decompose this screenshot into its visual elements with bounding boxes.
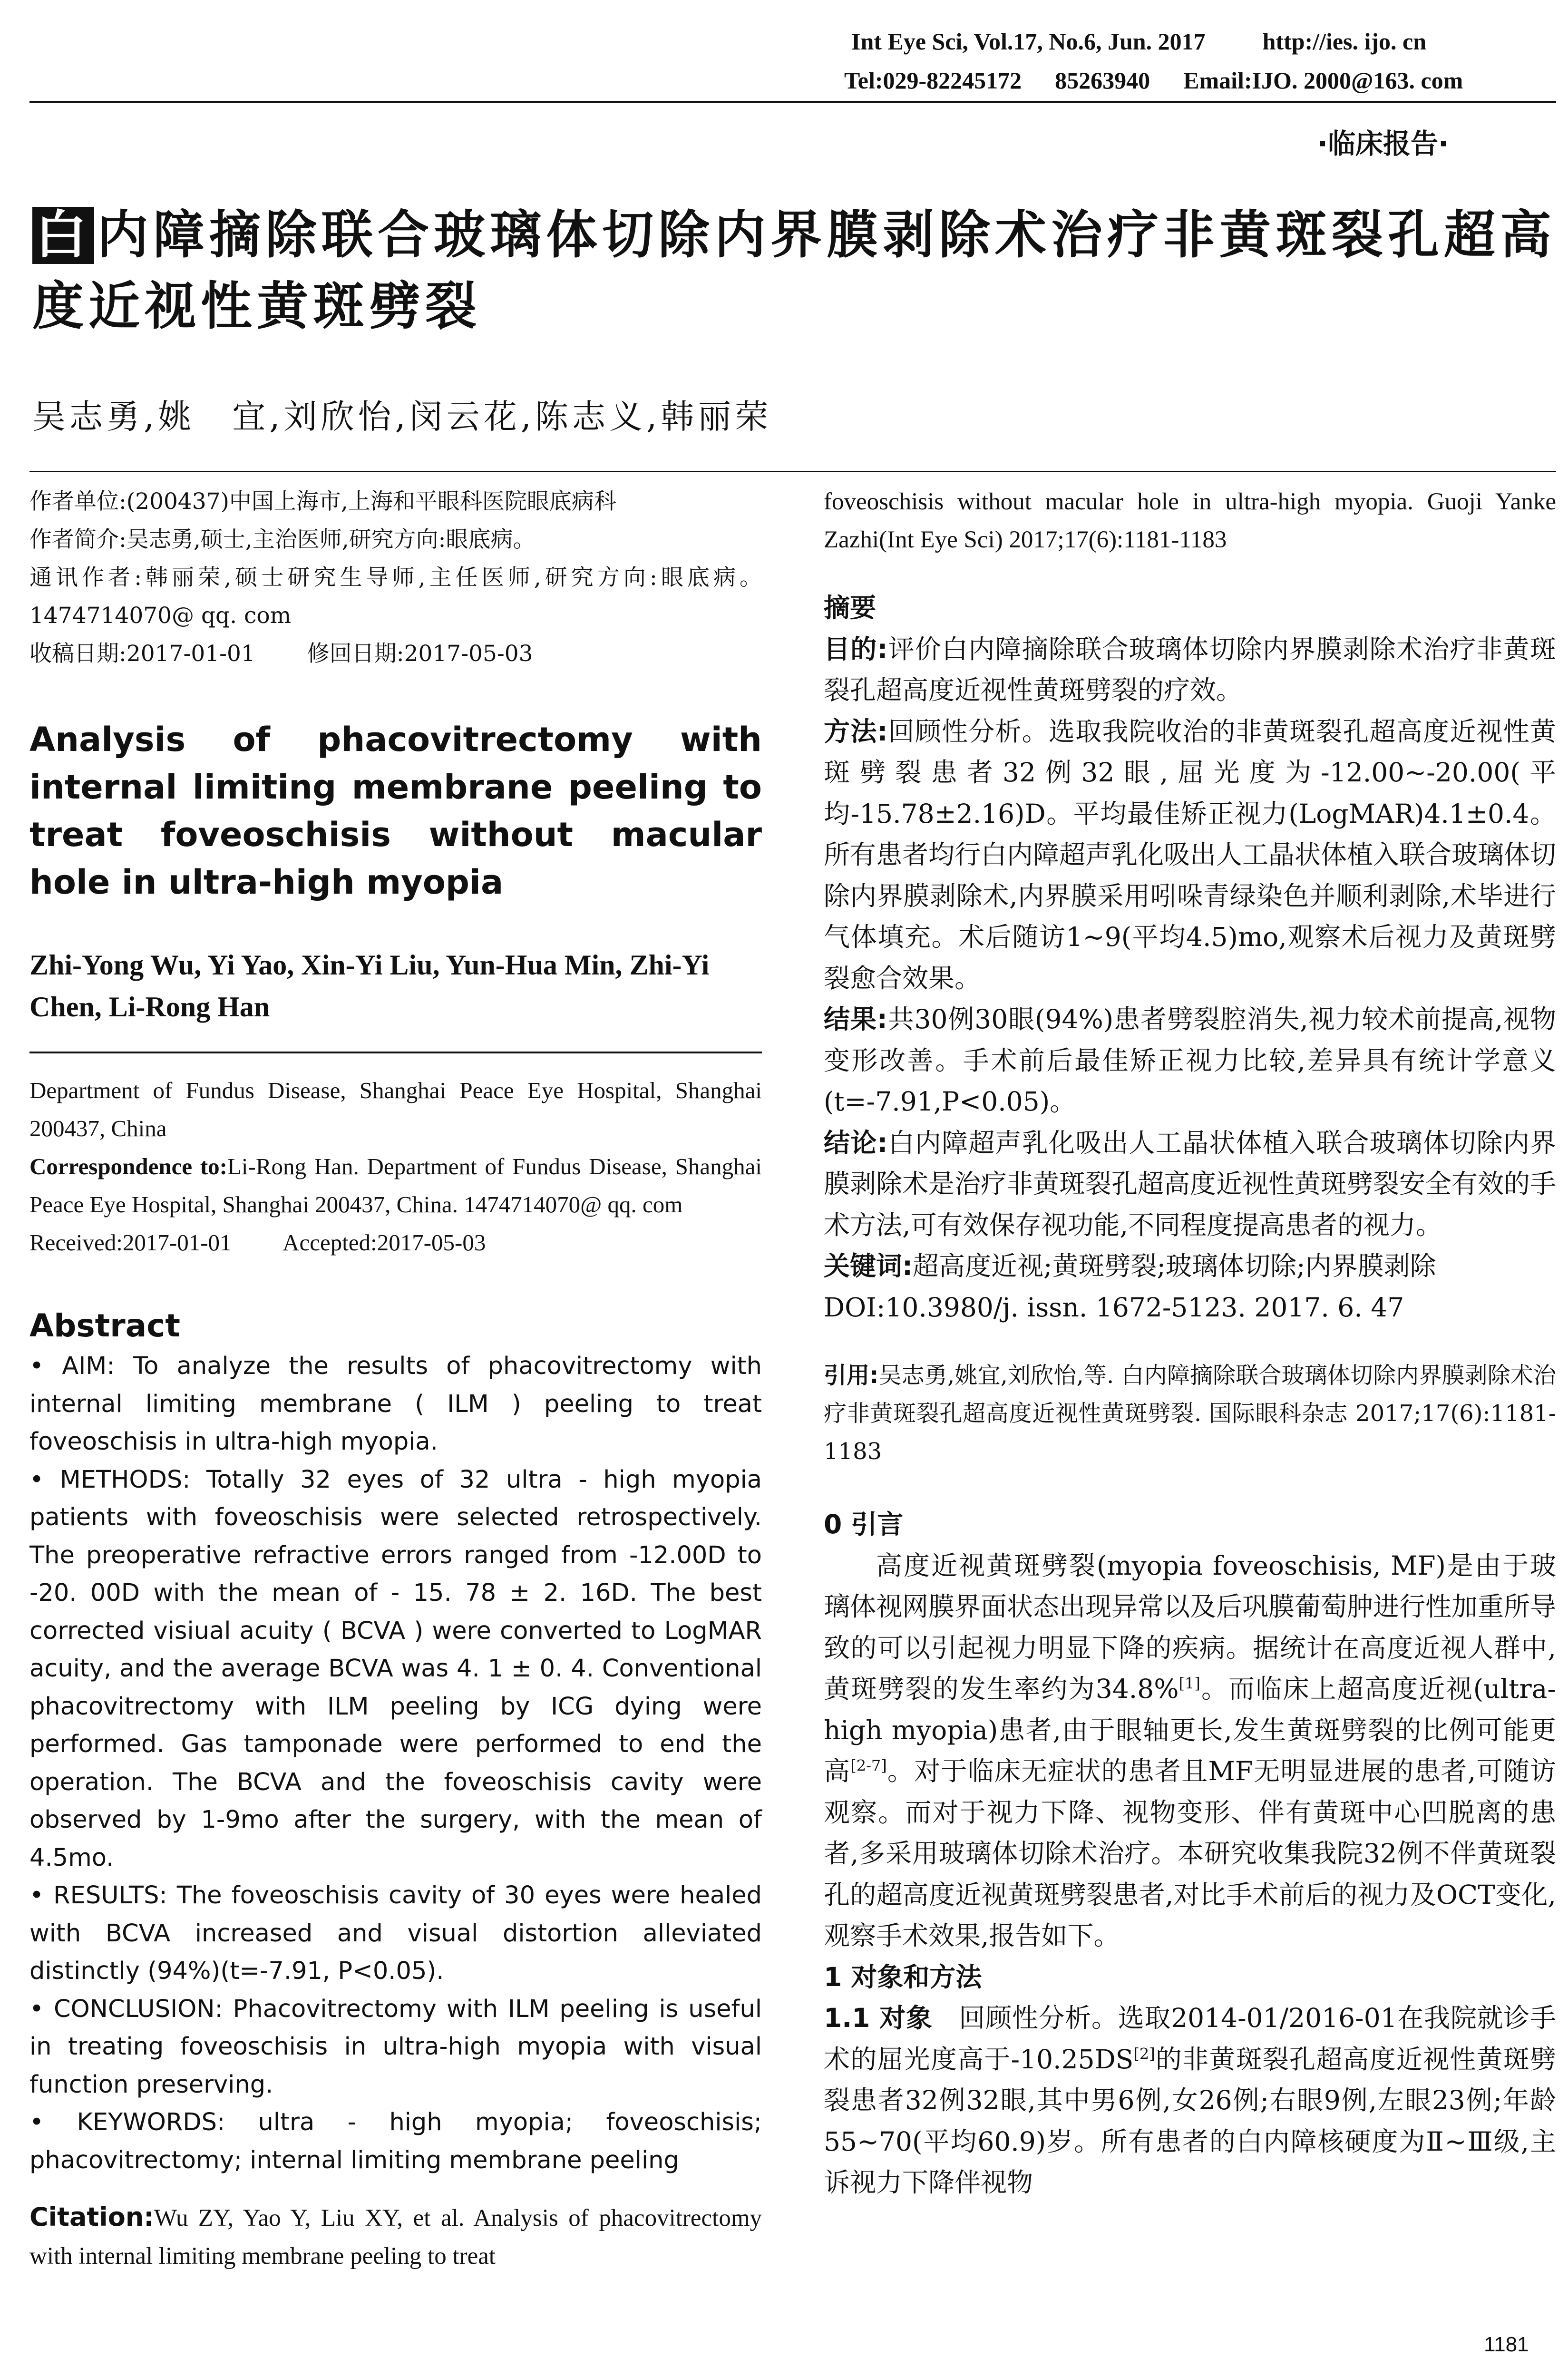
tel-label: Tel: [844, 67, 883, 94]
corresponding-author: 通讯作者:韩丽荣,硕士研究生导师,主任医师,研究方向:眼底病。1474714070@ qq. com [29, 565, 762, 629]
conclusion-text-cn: 白内障超声乳化吸出人工晶状体植入联合玻璃体切除内界膜剥除术是治疗非黄斑裂孔超高度近视性黄斑劈裂安全有效的手术方法,可有效保存视功能,不同程度提高患者的视力。 [824, 1127, 1557, 1240]
correspondence-en [29, 1148, 762, 1224]
correspondence-text: Li-Rong Han. Department of Fundus Disease, Shanghai Peace Eye Hospital, Shanghai 200437, China. 1474714070@ qq. com [29, 1153, 762, 1218]
intro-text-c: 。对于临床无症状的患者且MF无明显进展的患者,可随访观察。而对于视力下降、视物变形、伴有黄斑中心凹脱离的患者,多采用玻璃体切除术治疗。本研究收集我院32例不伴黄斑裂孔的超高度近视黄斑劈裂患者,对比手术前后的视力及OCT变化,观察手术效果,报告如下。 [824, 1756, 1556, 1951]
aim-label-cn: 目的: [824, 633, 888, 664]
conclusion-label-cn: 结论: [824, 1127, 888, 1158]
ref-2[interactable]: [2] [1133, 2045, 1155, 2063]
cite-text-cn: 吴志勇,姚宜,刘欣怡,等. 白内障摘除联合玻璃体切除内界膜剥除术治疗非黄斑裂孔超高度近视性黄斑劈裂. 国际眼科杂志 2017;17(6):1181-1183 [824, 1362, 1556, 1465]
methods-label-cn: 方法: [824, 716, 888, 747]
title-drop-mark: 白 [32, 207, 94, 264]
authors-en: Zhi-Yong Wu, Yi Yao, Xin-Yi Liu, Yun-Hua Min, Zhi-Yi Chen, Li-Rong Han [29, 949, 710, 1023]
introduction [824, 1504, 1556, 2203]
abstract-en [29, 1347, 762, 2179]
abstract-heading-en: Abstract [29, 1307, 180, 1344]
right-column [824, 483, 1556, 2203]
intro-paragraph [824, 1545, 1556, 1957]
section-1-heading: 1 对象和方法 [824, 1961, 982, 1992]
citation-label: Citation: [29, 2202, 154, 2232]
journal-citation: Int Eye Sci, Vol.17, No.6, Jun. 2017 [851, 28, 1206, 55]
article-title-cn [32, 200, 1559, 342]
citation-en [29, 2198, 762, 2275]
journal-header-line1 [851, 28, 1426, 55]
citation-text: Wu ZY, Yao Y, Liu XY, et al. Analysis of phacovitrectomy with internal limiting membrane peeling to treat [29, 2205, 762, 2270]
ref-1[interactable]: [1] [1178, 1674, 1200, 1693]
ref-2-7[interactable]: [2-7] [850, 1756, 887, 1775]
abstract-cn-methods [824, 711, 1556, 999]
results-text-cn: 共30例30眼(94%)患者劈裂腔消失,视力较术前提高,视物变形改善。手术前后最佳矫正视力比较,差异具有统计学意义(t=-7.91,P<0.05)。 [824, 1004, 1556, 1117]
affiliation-en [29, 1072, 762, 1262]
affiliation-cn [29, 483, 762, 673]
keywords-text-cn: 超高度近视;黄斑劈裂;玻璃体切除;内界膜剥除 [913, 1251, 1436, 1281]
abstract-conclusion: • CONCLUSION: Phacovitrectomy with ILM peeling is useful in treating foveoschisis in ultra-high myopia with visual function preserving. [29, 1995, 762, 2099]
intro-text-a: 高度近视黄斑劈裂(myopia foveoschisis, MF)是由于玻璃体视网膜界面状态出现异常以及后巩膜葡萄肿进行性加重所导致的可以引起视力明显下降的疾病。据统计在高度近视人群中,黄斑劈裂的发生率约为34.8% [824, 1550, 1557, 1704]
header-rule [29, 101, 1556, 103]
title-rule [29, 471, 1556, 472]
page-number: 1181 [1484, 2333, 1529, 2356]
doi[interactable]: DOI:10.3980/j. issn. 1672-5123. 2017. 6. 47 [824, 1292, 1404, 1323]
left-column [29, 483, 762, 2275]
cite-label-cn: 引用: [824, 1362, 879, 1389]
section-1-1-paragraph [824, 1997, 1556, 2203]
section-1-1-text-b: 的非黄斑裂孔超高度近视性黄斑劈裂患者32例32眼,其中男6例,女26例;右眼9例,左眼23例;年龄55~70(平均60.9)岁。所有患者的白内障核硬度为Ⅱ~Ⅲ级,主诉视力下降伴视物 [824, 2044, 1556, 2198]
aim-text-cn: 评价白内障摘除联合玻璃体切除内界膜剥除术治疗非黄斑裂孔超高度近视性黄斑劈裂的疗效。 [824, 633, 1556, 705]
authors-rule [29, 1052, 762, 1053]
received-dates-cn: 收稿日期:2017-01-01 修回日期:2017-05-03 [29, 641, 533, 667]
abstract-cn-conclusion [824, 1122, 1556, 1246]
correspondence-label: Correspondence to: [29, 1153, 227, 1179]
author-unit: 作者单位:(200437)中国上海市,上海和平眼科医院眼底病科 [29, 488, 616, 515]
citation-en-continued: foveoschisis without macular hole in ultra-high myopia. Guoji Yanke Zazhi(Int Eye Sci) 2017;17(6):1181-1183 [824, 488, 1556, 553]
journal-email: Email:IJO. 2000@163. com [1183, 67, 1463, 94]
journal-header-line2 [844, 67, 1463, 94]
section-tag: ·临床报告· [1317, 127, 1449, 160]
abstract-keywords: • KEYWORDS: ultra - high myopia; foveoschisis; phacovitrectomy; internal limiting membrane peeling [29, 2108, 762, 2174]
section-1-1-label: 1.1 对象 [824, 2003, 933, 2033]
abstract-aim: • AIM: To analyze the results of phacovitrectomy with internal limiting membrane ( ILM ) peeling to treat foveoschisis in ultra-high myopia. [29, 1352, 762, 1456]
abstract-methods: • METHODS: Totally 32 eyes of 32 ultra - high myopia patients with foveoschisis were selected retrospectively. The preoperative refractive errors ranged from -12.00D to -20. 00D with the mean of - 15. 78 ± 2. 16D. The best corrected visiual acuity ( BCVA ) were converted to LogMAR acuity, and the average BCVA was 4. 1 ± 0. 4. Conventional phacovitrectomy with ILM peeling by ICG dying were performed. Gas tamponade were performed to end the operation. The BCVA and the foveoschisis cavity were observed by 1-9mo after the surgery, with the mean of 4.5mo. [29, 1465, 762, 1872]
citation-cn [824, 1356, 1556, 1471]
title-text: 内障摘除联合玻璃体切除内界膜剥除术治疗非黄斑裂孔超高度近视性黄斑劈裂 [32, 205, 1557, 336]
tel-number-2: 85263940 [1055, 67, 1150, 94]
abstract-cn-keywords [824, 1246, 1556, 1287]
received-dates-en: Received:2017-01-01 Accepted:2017-05-03 [29, 1229, 486, 1256]
abstract-cn [824, 587, 1556, 1328]
authors-cn: 吴志勇,姚 宜,刘欣怡,闵云花,陈志义,韩丽荣 [32, 397, 772, 436]
results-label-cn: 结果: [824, 1004, 887, 1034]
tel-number-1: 029-82245172 [883, 67, 1022, 94]
intro-heading: 0 引言 [824, 1509, 904, 1539]
keywords-label-cn: 关键词: [824, 1251, 913, 1281]
article-title-en: Analysis of phacovitrectomy with internal limiting membrane peeling to treat foveoschisis without macular hole in ultra-high myopia [29, 720, 762, 902]
abstract-cn-aim [824, 629, 1556, 711]
journal-url[interactable]: http://ies. ijo. cn [1262, 28, 1427, 55]
intro-text-b: 。而临床上超高度近视(ultra-high myopia)患者,由于眼轴更长,发生黄斑劈裂的比例可能更高 [824, 1674, 1556, 1786]
abstract-cn-results [824, 999, 1556, 1122]
abstract-results: • RESULTS: The foveoschisis cavity of 30 eyes were healed with BCVA increased and visual distortion alleviated distinctly (94%)(t=-7.91, P<0.05). [29, 1881, 762, 1985]
section-1-1-text-a: 回顾性分析。选取2014-01/2016-01在我院就诊手术的屈光度高于-10.25DS [824, 2003, 1556, 2075]
author-profile: 作者简介:吴志勇,硕士,主治医师,研究方向:眼底病。 [29, 526, 536, 553]
department-en: Department of Fundus Disease, Shanghai Peace Eye Hospital, Shanghai 200437, China [29, 1077, 762, 1141]
methods-text-cn: 回顾性分析。选取我院收治的非黄斑裂孔超高度近视性黄斑劈裂患者32例32眼,屈光度为-12.00~-20.00(平均-15.78±2.16)D。平均最佳矫正视力(LogMAR)4.1±0.4。所有患者均行白内障超声乳化吸出人工晶状体植入联合玻璃体切除内界膜剥除术,内界膜采用吲哚青绿染色并顺利剥除,术毕进行气体填充。术后随访1~9(平均4.5)mo,观察术后视力及黄斑劈裂愈合效果。 [824, 716, 1557, 994]
abstract-heading-cn: 摘要 [824, 593, 877, 623]
